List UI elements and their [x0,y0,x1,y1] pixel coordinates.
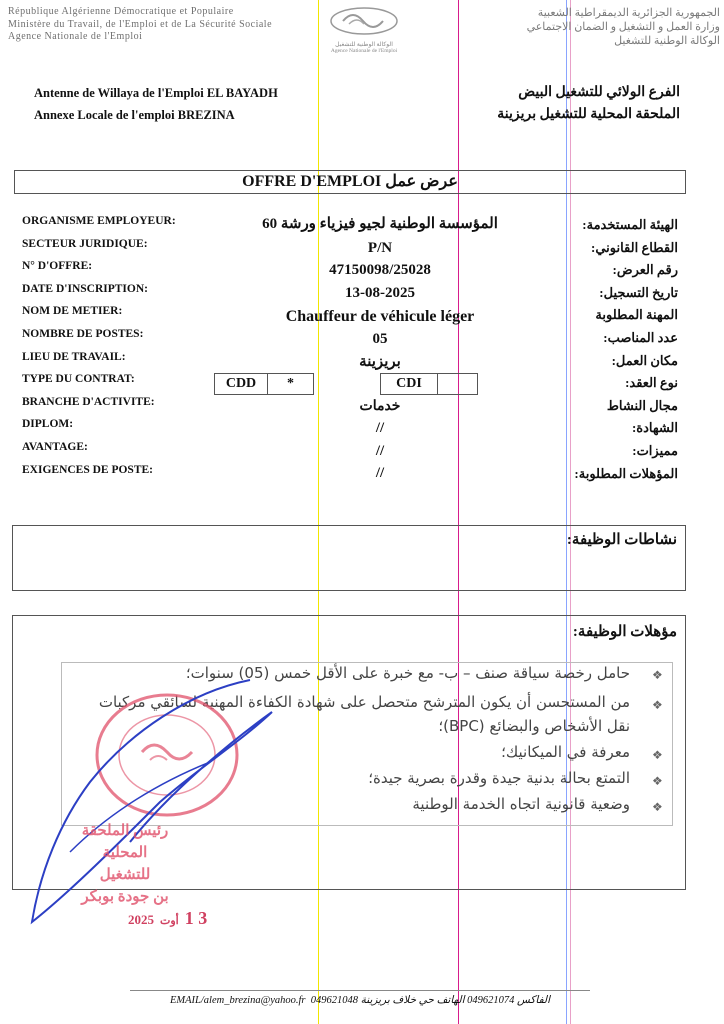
antenne-fr-line-1: Antenne de Willaya de l'Emploi EL BAYADH [34,86,278,100]
logo-fr: Agence Nationale de l'Emploi [330,48,398,54]
value-branch: خدمات [359,399,401,414]
labels-fr [22,210,242,481]
date-stamp-day: 1 3 [184,908,208,928]
label-fr-employer: ORGANISME EMPLOYEUR: [22,215,176,227]
diamond-icon: ❖ [652,748,663,762]
contract-cdd-box [214,373,314,395]
footer-rule [130,990,590,991]
qualification-item-5: التمتع بحالة بدنية جيدة وقدرة بصرية جيدة؛ [368,769,630,787]
header-fr [8,6,308,44]
label-fr-place: LIEU DE TRAVAIL: [22,350,126,363]
signature-block [60,820,190,908]
value-job: Chauffeur de véhicule léger [285,308,475,325]
label-ar-employer: الهيئة المستخدمة: [582,217,678,232]
value-diplom: // [375,420,385,436]
value-exigences: // [375,465,385,481]
title-ar: عرض عمل [385,173,458,190]
value-posts: 05 [372,331,388,347]
cdd-mark: * [287,376,294,391]
qualification-item-4: معرفة في الميكانيك؛ [501,743,630,761]
footer-fax: 049621048 [310,995,359,1006]
footer-phone-label: الهاتف [436,995,465,1006]
signature-line-3: بن جودة بوبكر [81,889,169,905]
qualification-item-1: حامل رخصة سياقة صنف – ب- مع خبرة على الأقل خمس (05) سنوات؛ [185,664,630,682]
value-sector: P/N [367,240,393,256]
header-ar-line-3: الوكالة الوطنية للتشغيل [614,35,720,47]
title-box [14,170,686,194]
label-fr-contract: TYPE DU CONTRAT: [22,373,135,386]
label-fr-diplom: DIPLOM: [22,418,74,431]
value-avantage: // [375,443,385,459]
label-ar-place: مكان العمل: [611,352,678,368]
signature-line-2: للتشغيل [99,867,151,883]
date-stamp-month: أوت [160,915,179,927]
label-fr-exigences: EXIGENCES DE POSTE: [22,463,154,476]
antenne-fr [34,82,278,126]
header-fr-line-1: République Algérienne Démocratique et Populaire [8,6,234,17]
value-place: بريزينة [359,354,401,370]
footer-email: EMAIL/alem_brezina@yahoo.fr [169,995,306,1006]
header-ar-line-2: وزارة العمل و التشغيل و الضمان الاجتماعي [526,21,720,33]
activities-title: نشاطات الوظيفة: [566,532,677,548]
value-date: 13-08-2025 [345,285,415,301]
label-ar-diplom: الشهادة: [631,420,678,436]
label-fr-avantage: AVANTAGE: [22,440,88,453]
label-ar-sector: القطاع القانوني: [590,239,678,255]
cdi-mark [438,374,477,394]
footer-fax-label: الفاكس [517,995,551,1006]
label-ar-contract: نوع العقد: [625,375,678,391]
agency-logo [322,6,406,54]
footer-address: حي خلاف بريزينة [360,995,434,1006]
date-stamp [128,908,228,929]
label-ar-branch: مجال النشاط [606,397,678,413]
qualification-item-6: وضعية قانونية اتجاه الخدمة الوطنية [412,795,630,813]
label-ar-date: تاريخ التسجيل: [599,284,678,300]
diamond-icon: ❖ [652,800,663,814]
header-ar-line-1: الجمهورية الجزائرية الديمقراطية الشعبية [537,7,720,19]
qualifications-title: مؤهلات الوظيفة: [572,624,677,640]
header-ar [410,6,720,48]
label-fr-sector: SECTEUR JURIDIQUE: [22,237,148,250]
title-fr: OFFRE D'EMPLOI [242,173,382,190]
contract-cdi-box [380,373,478,395]
diamond-icon: ❖ [652,668,663,682]
value-employer: المؤسسة الوطنية لجيو فيزياء ورشة 60 [262,216,498,232]
footer-phone: 049621074 [467,995,515,1006]
footer [100,994,620,1006]
diamond-icon: ❖ [652,774,663,788]
label-ar-exigences: المؤهلات المطلوبة: [574,465,678,481]
antenne-fr-line-2: Annexe Locale de l'emploi BREZINA [34,108,235,122]
diamond-icon: ❖ [652,698,663,712]
label-fr-offer-no: N° D'OFFRE: [22,260,93,273]
antenne-ar-line-1: الفرع الولائي للتشغيل البيض [518,85,680,100]
signature-line-1: رئيس الملحقة المحلية [81,823,169,861]
header-fr-line-2: Ministère du Travail, de l'Emploi et de La Sécurité Sociale [8,18,273,30]
logo-icon [329,6,399,36]
antenne-ar [420,82,680,126]
date-stamp-year: 2025 [128,912,154,927]
labels-ar [540,214,678,485]
cdi-label: CDI [381,374,438,394]
logo-ar: الوكالة الوطنية للتشغيل [335,42,393,48]
qualification-item-3: نقل الأشخاص والبضائع (BPC)؛ [438,717,630,735]
cdd-label: CDD [215,374,268,394]
label-fr-branch: BRANCHE D'ACTIVITE: [22,395,155,408]
label-ar-job: المهنة المطلوبة [595,307,678,323]
header-fr-line-3: Agence Nationale de l'Emploi [8,31,143,42]
value-offer-no: 47150098/25028 [329,262,431,278]
qualification-item-2: من المستحسن أن يكون المترشح متحصل على شهادة الكفاءة المهنية لسائقي مركبات [98,693,630,711]
label-fr-date: DATE D'INSCRIPTION: [22,282,148,295]
label-fr-job: NOM DE METIER: [22,305,123,318]
antenne-ar-line-2: الملحقة المحلية للتشغيل بريزينة [497,107,680,122]
label-fr-posts: NOMBRE DE POSTES: [22,327,144,340]
label-ar-posts: عدد المناصب: [603,329,678,345]
label-ar-offer-no: رقم العرض: [612,262,678,278]
label-ar-avantage: مميزات: [632,442,678,458]
activities-box [12,525,686,591]
